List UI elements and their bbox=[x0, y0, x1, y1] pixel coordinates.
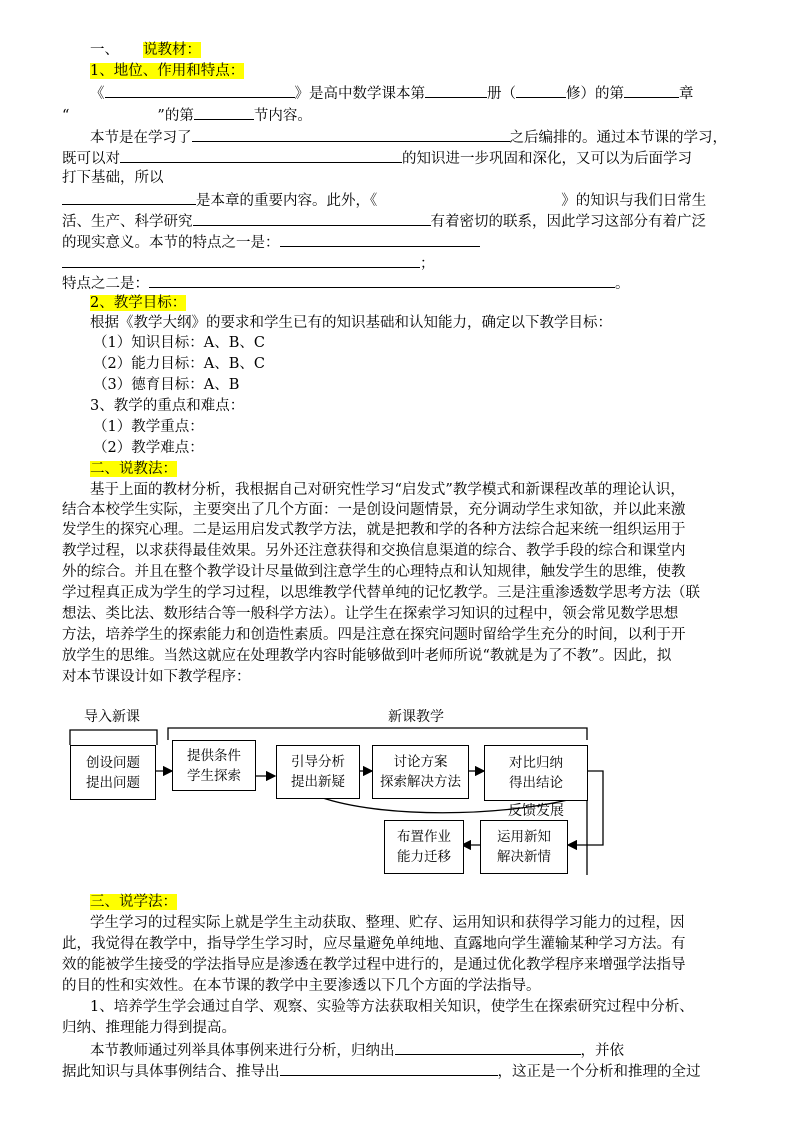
subsection-position-title: 1、地位、作用和特点： bbox=[90, 63, 245, 79]
box-line: 解决新情 bbox=[497, 849, 551, 865]
box-line: 布置作业 bbox=[397, 829, 451, 845]
text: 打下基础，所以 bbox=[62, 170, 164, 186]
box-line: 提出新疑 bbox=[291, 774, 345, 790]
box-line: 学生探索 bbox=[187, 767, 241, 784]
text: 。 bbox=[615, 276, 630, 292]
newcourse-bracket bbox=[168, 728, 587, 740]
goal-value: A、B、C bbox=[203, 356, 265, 372]
label-new-course: 新课教学 bbox=[388, 709, 444, 725]
difficult-point: （2）教学难点： bbox=[93, 440, 204, 456]
flow-box-homework bbox=[384, 820, 464, 874]
text: 的现实意义。本节的特点之一是： bbox=[62, 235, 280, 251]
text: （3）德育目标： bbox=[93, 377, 204, 393]
text: 本节是在学习了 bbox=[90, 130, 192, 146]
intro-bracket bbox=[70, 730, 157, 745]
sec3-line: 学生学习的过程实际上就是学生主动获取、整理、贮存、运用知识和获得学习能力的过程，因 bbox=[90, 915, 685, 931]
blank bbox=[395, 1039, 581, 1055]
goal-value: A、B、C bbox=[203, 335, 265, 351]
sec3-line: 1、培养学生学会通过自学、观察、实验等方法获取相关知识，使学生在探索研究过程中分析、 bbox=[90, 999, 694, 1015]
text: 章 bbox=[679, 86, 694, 102]
label-feedback: 反馈发展 bbox=[508, 803, 564, 819]
sec3-line: 效的能被学生接受的学法指导应是渗透在教学过程中进行的，是通过优化教学程序来增强学法指导 bbox=[62, 957, 686, 973]
box-line: 得出结论 bbox=[509, 775, 563, 791]
sec2-line: 对本节课设计如下教学程序： bbox=[62, 669, 251, 685]
sec3-last-line2 bbox=[62, 1060, 701, 1082]
text: ”的第 bbox=[157, 108, 194, 124]
sec2-line: 发学生的探究心理。二是运用启发式教学方法，就是把教和学的各种方法综合起来统一组织运用于 bbox=[62, 522, 686, 538]
text: 据此知识与具体事例结合、推导出 bbox=[62, 1064, 280, 1080]
section3-title: 三、说学法： bbox=[90, 894, 177, 910]
text: 特点之二是： bbox=[62, 276, 149, 292]
text: 的知识进一步巩固和深化，又可以为后面学习 bbox=[402, 151, 692, 167]
box-line: 提供条件 bbox=[187, 747, 241, 764]
sec2-line: 教学过程，以求获得最佳效果。另外还注意获得和交换信息渠道的综合、教学手段的综合和课堂内 bbox=[62, 543, 686, 559]
sec2-line: 方法，培养学生的探索能力和创造性素质。四是注意在探究问题时留给学生充分的时间，以利于开 bbox=[62, 627, 686, 643]
label-intro: 导入新课 bbox=[84, 709, 140, 725]
section1-number: 一、 bbox=[90, 42, 119, 58]
sec2-line: 学过程真正成为学生的学习过程，以思维教学代替单纯的记忆教学。三是注重渗透数学思考方法（联 bbox=[62, 585, 700, 601]
text: 》是高中数学课本第 bbox=[294, 86, 425, 102]
text: ，并依 bbox=[580, 1043, 624, 1059]
sec3-line: 的目的性和实效性。在本节课的教学中主要渗透以下几个方面的学法指导。 bbox=[62, 978, 541, 994]
sec2-line: 基于上面的教材分析，我根据自己对研究性学习“启发式”教学模式和新课程改革的理论认识， bbox=[90, 482, 685, 498]
flow-box-compare-conclude bbox=[484, 745, 588, 801]
text: ，这正是一个分析和推理的全过 bbox=[497, 1064, 701, 1080]
text: 既可以对 bbox=[62, 151, 120, 167]
text: ； bbox=[420, 256, 435, 272]
flow-box-discuss-plan bbox=[372, 745, 469, 799]
text: 有着密切的联系，因此学习这部分有着广泛 bbox=[430, 214, 706, 230]
subsection-focus: 3、教学的重点和难点： bbox=[90, 398, 245, 414]
box-line: 讨论方案 bbox=[393, 754, 448, 770]
text: 》的知识与我们日常生 bbox=[561, 193, 707, 209]
box-line: 引导分析 bbox=[291, 754, 345, 770]
section1-title: 说教材： bbox=[143, 42, 201, 58]
sec2-line: 外的综合。并且在整个教学设计尽量做到注意学生的心理特点和认知规律，触发学生的思维，使教 bbox=[62, 564, 686, 580]
box-line: 对比归纳 bbox=[509, 755, 563, 771]
text: 本节教师通过列举具体事例来进行分析，归纳出 bbox=[90, 1043, 395, 1059]
text: “ bbox=[62, 108, 70, 124]
flow-box-apply-knowledge bbox=[480, 820, 568, 874]
box-line: 创设问题 bbox=[86, 754, 140, 771]
sec3-line: 此，我觉得在教学中，指导学生学习时，应尽量避免单纯地、直露地向学生灌输某种学习方法。有 bbox=[62, 936, 686, 952]
box-line: 运用新知 bbox=[497, 829, 551, 845]
box-line: 提出问题 bbox=[86, 774, 140, 791]
sec2-line: 结合本校学生实际，主要突出了几个方面：一是创设问题情景，充分调动学生求知欲，并以此来激 bbox=[62, 502, 686, 518]
flow-box-guide-analysis bbox=[276, 745, 360, 799]
blank bbox=[280, 1060, 498, 1076]
text: （2）能力目标： bbox=[93, 356, 204, 372]
goal-value: A、B bbox=[203, 377, 240, 393]
sec2-line: 想法、类比法、数形结合等一般科学方法）。让学生在探索学习知识的过程中，领会常见数学思想 bbox=[62, 606, 679, 622]
sec3-last-line1 bbox=[90, 1039, 624, 1061]
text: 册（ bbox=[487, 86, 516, 102]
text: 节内容。 bbox=[253, 108, 312, 124]
box-line: 能力迁移 bbox=[397, 849, 451, 865]
text: 修）的第 bbox=[566, 86, 624, 102]
sec2-line: 放学生的思维。当然这就应在处理教学内容时能够做到叶老师所说“教就是为了不教”。因此，拟 bbox=[62, 648, 672, 664]
focus-point: （1）教学重点： bbox=[93, 419, 204, 435]
subsection-goals-title: 2、教学目标： bbox=[90, 295, 187, 311]
section3-heading bbox=[90, 892, 177, 912]
box-line: 探索解决方法 bbox=[380, 774, 461, 790]
goals-intro: 根据《教学大纲》的要求和学生已有的知识基础和认知能力，确定以下教学目标： bbox=[90, 315, 612, 331]
flow-box-student-explore bbox=[172, 740, 256, 791]
sec3-line: 归纳、推理能力得到提高。 bbox=[62, 1020, 236, 1036]
text: 《 bbox=[90, 86, 105, 102]
text: （1）知识目标： bbox=[93, 335, 204, 351]
text: 活、生产、科学研究 bbox=[62, 214, 193, 230]
text: 之后编排的。通过本节课的学习， bbox=[509, 130, 727, 146]
section2-title: 二、说教法： bbox=[90, 461, 177, 477]
text: 是本章的重要内容。此外，《 bbox=[196, 193, 378, 209]
flow-box-create-problem bbox=[70, 745, 156, 800]
